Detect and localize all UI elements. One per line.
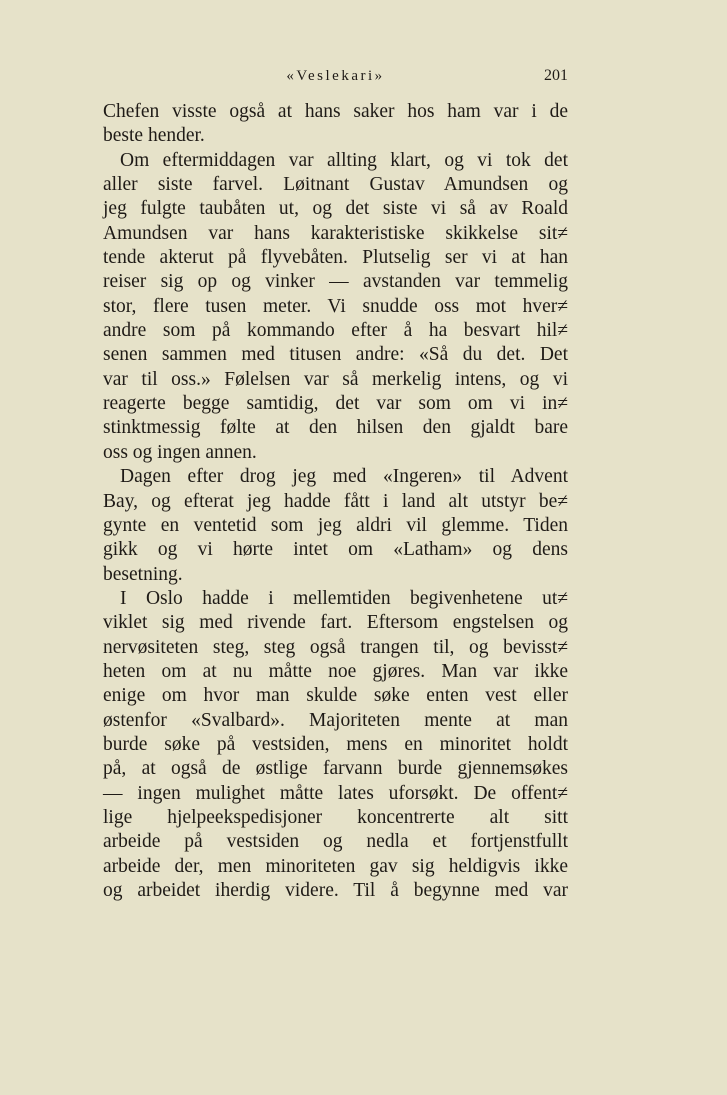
text-line: arbeide der, men minoriteten gav sig heldigvis ikke xyxy=(103,855,568,877)
text-line: reagerte begge samtidig, det var som om vi in≠ xyxy=(103,393,568,415)
body-text xyxy=(103,100,568,903)
text-line: Om eftermiddagen var allting klart, og vi tok det xyxy=(120,149,568,171)
text-line: jeg fulgte taubåten ut, og det siste vi så av Roald xyxy=(103,198,568,220)
text-line: viklet sig med rivende fart. Eftersom engstelsen og xyxy=(103,612,568,634)
text-line: senen sammen med titusen andre: «Så du det. Det xyxy=(103,344,568,366)
text-line: Dagen efter drog jeg med «Ingeren» til Advent xyxy=(120,466,568,488)
text-line: stinktmessig følte at den hilsen den gjaldt bare xyxy=(103,417,568,439)
text-line: tende akterut på flyvebåten. Plutselig ser vi at han xyxy=(103,247,568,269)
text-line: oss og ingen annen. xyxy=(103,441,257,463)
text-line: I Oslo hadde i mellemtiden begivenhetene ut≠ xyxy=(120,587,568,609)
text-line: arbeide på vestsiden og nedla et fortjenstfullt xyxy=(103,831,568,853)
text-line: aller siste farvel. Løitnant Gustav Amundsen og xyxy=(103,174,568,196)
text-line: på, at også de østlige farvann burde gjennemsøkes xyxy=(103,758,568,780)
text-line: østenfor «Svalbard». Majoriteten mente at man xyxy=(103,709,568,731)
text-line: heten om at nu måtte noe gjøres. Man var ikke xyxy=(103,660,568,682)
text-line: stor, flere tusen meter. Vi snudde oss mot hver≠ xyxy=(103,295,568,317)
text-line: var til oss.» Følelsen var så merkelig intens, og vi xyxy=(103,368,568,390)
text-line: Bay, og efterat jeg hadde fått i land alt utstyr be≠ xyxy=(103,490,568,512)
text-line: og arbeidet iherdig videre. Til å begynne med var xyxy=(103,880,568,901)
text-line: lige hjelpeekspedisjoner koncentrerte alt sitt xyxy=(103,806,568,828)
text-line: Chefen visste også at hans saker hos ham var i de xyxy=(103,101,568,122)
text-line: burde søke på vestsiden, mens en minoritet holdt xyxy=(103,733,568,755)
text-line: — ingen mulighet måtte lates uforsøkt. De offent≠ xyxy=(103,782,568,804)
running-head: «Veslekari» xyxy=(286,68,385,84)
text-line: Amundsen var hans karakteristiske skikkelse sit≠ xyxy=(103,222,568,244)
text-line: besetning. xyxy=(103,563,183,585)
text-line: beste hender. xyxy=(103,125,205,147)
text-line: gynte en ventetid som jeg aldri vil glemme. Tiden xyxy=(103,514,568,536)
page-header xyxy=(103,66,568,90)
text-line: nervøsiteten steg, steg også trangen til, og bevisst≠ xyxy=(103,636,568,658)
text-line: enige om hvor man skulde søke enten vest eller xyxy=(103,685,568,707)
text-line: reiser sig op og vinker — avstanden var temmelig xyxy=(103,271,568,293)
text-line: gikk og vi hørte intet om «Latham» og dens xyxy=(103,539,568,561)
text-line: andre som på kommando efter å ha besvart hil≠ xyxy=(103,320,568,342)
page-number: 201 xyxy=(544,67,568,84)
